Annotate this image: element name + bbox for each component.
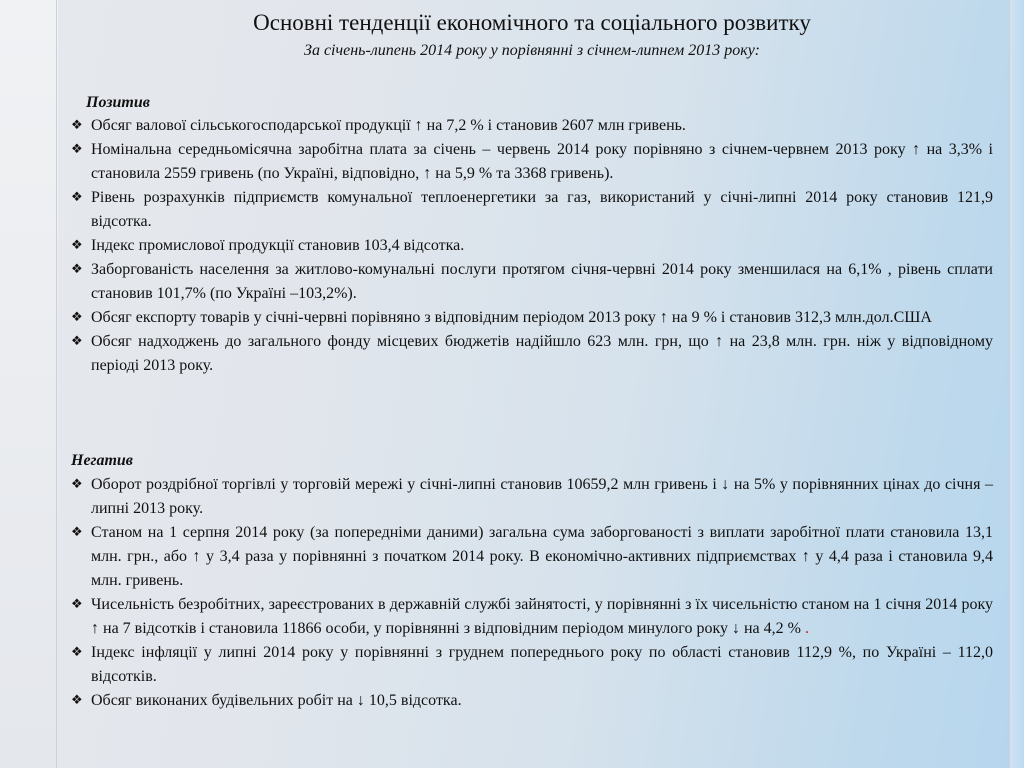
item-text: Номінальна середньомісячна заробітна плата за січень – червень 2014 року порівняно з січнем-червнем 2013 року ↑ на 3,3% і становила 2559 гривень (по Україні, відповідно, ↑ на 5,9 % та 3368 гривень).: [91, 141, 993, 182]
item-text: Обсяг експорту товарів у січні-червні порівняно з відповідним періодом 2013 року ↑ на 9 % і становив 312,3 млн.дол.США: [91, 309, 932, 326]
diamond-bullet-icon: ❖: [71, 238, 83, 253]
list-item: [71, 258, 993, 306]
item-text: Обсяг надходжень до загального фонду місцевих бюджетів надійшло 623 млн. грн, що ↑ на 23,8 млн. грн. ніж у відповідному періоді 2013 року.: [91, 333, 993, 374]
diamond-bullet-icon: ❖: [71, 597, 83, 612]
diamond-bullet-icon: ❖: [71, 310, 83, 325]
diamond-bullet-icon: ❖: [71, 525, 83, 540]
negative-list: [71, 473, 993, 713]
item-text: Оборот роздрібної торгівлі у торговій мережі у січні-липні становив 10659,2 млн гривень і ↓ на 5% у порівнянних цінах до січня – липні 2013 року.: [91, 476, 993, 517]
item-text: Обсяг валової сільськогосподарської продукції ↑ на 7,2 % і становив 2607 млн гривень.: [91, 117, 686, 134]
negative-section-label: Негатив: [71, 452, 133, 469]
diamond-bullet-icon: ❖: [71, 645, 83, 660]
list-item: [71, 593, 993, 641]
positive-section-label: Позитив: [86, 94, 150, 111]
left-margin-strip: [0, 0, 58, 768]
list-item: [71, 641, 993, 689]
slide-title: Основні тенденції економічного та соціального розвитку: [253, 10, 811, 35]
diamond-bullet-icon: ❖: [71, 118, 83, 133]
list-item: [71, 689, 993, 713]
list-item: [71, 521, 993, 593]
list-item: [71, 473, 993, 521]
list-item: [71, 138, 993, 186]
right-edge-decoration: [1010, 0, 1024, 768]
item-text: Обсяг виконаних будівельних робіт на ↓ 10,5 відсотка.: [91, 692, 462, 709]
diamond-bullet-icon: ❖: [71, 477, 83, 492]
list-item: [71, 186, 993, 234]
list-item: [71, 330, 993, 378]
diamond-bullet-icon: ❖: [71, 190, 83, 205]
item-text: Рівень розрахунків підприємств комунальної теплоенергетики за газ, використаний у січні-липні 2014 року становив 121,9 відсотка.: [91, 189, 993, 230]
list-item: [71, 234, 993, 258]
item-text: Індекс інфляції у липні 2014 року у порівнянні з груднем попереднього року по області становив 112,9 %, по Україні – 112,0 відсотків.: [91, 644, 993, 685]
slide-subtitle: За січень-липень 2014 року у порівнянні з січнем-липнем 2013 року:: [304, 42, 760, 59]
positive-list: [71, 114, 993, 378]
diamond-bullet-icon: ❖: [71, 693, 83, 708]
list-item: [71, 114, 993, 138]
list-item: [71, 306, 993, 330]
diamond-bullet-icon: ❖: [71, 334, 83, 349]
diamond-bullet-icon: ❖: [71, 142, 83, 157]
item-text: Заборгованість населення за житлово-комунальні послуги протягом січня-червні 2014 року зменшилася на 6,1% , рівень сплати становив 101,7% (по Україні –103,2%).: [91, 261, 993, 302]
item-text: Індекс промислової продукції становив 103,4 відсотка.: [91, 237, 465, 254]
item-text: Чисельність безробітних, зареєстрованих в державній службі зайнятості, у порівнянні з їх чисельністю станом на 1 січня 2014 року ↑ на 7 відсотків і становила 11866 особи, у порівнянні з відповідним періодом минулого року ↓ на 4,2 %: [91, 596, 993, 637]
diamond-bullet-icon: ❖: [71, 262, 83, 277]
red-period-mark: .: [804, 620, 809, 637]
item-text: Станом на 1 серпня 2014 року (за попередніми даними) загальна сума заборгованості з виплати заробітної плати становила 13,1 млн. грн., або ↑ у 3,4 раза у порівнянні з початком 2014 року. В економічно-активних підприємствах ↑ у 4,4 раза і становила 9,4 млн. гривень.: [91, 524, 993, 589]
